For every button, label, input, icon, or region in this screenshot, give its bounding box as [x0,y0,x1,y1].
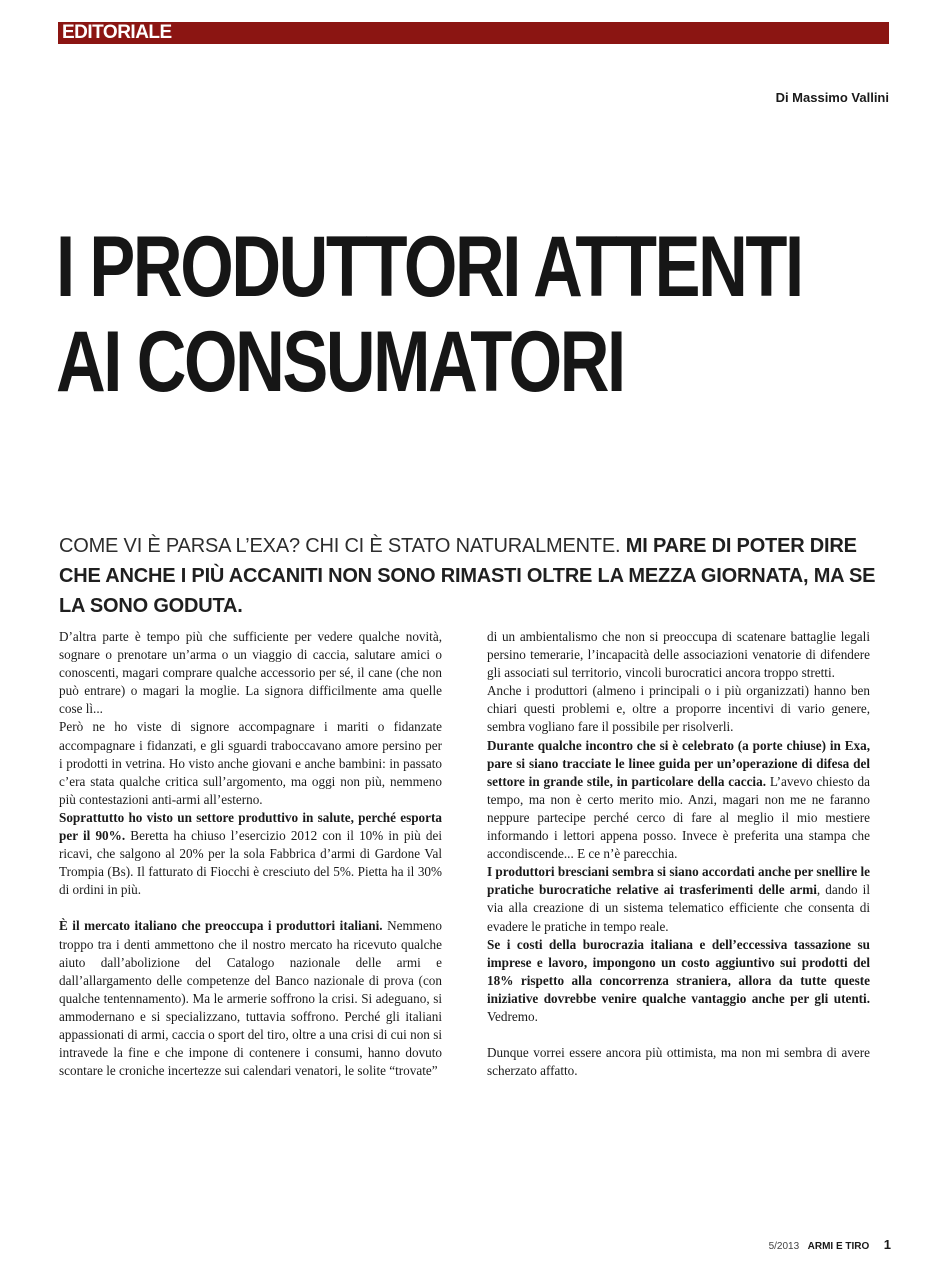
paragraph-bold: Se i costi della burocrazia italiana e dell’eccessiva tassazione su imprese e lavoro, impongono un costo aggiuntivo sui prodotti del 18% rispetto alla concorrenza straniera, allora da tutte queste iniziative dovrebbe venire qualche vantaggio anche per gli utenti. [487,936,870,1006]
page-footer [769,1236,891,1254]
article-column-left [59,628,442,1080]
paragraph [59,917,442,1080]
paragraph: D’altra parte è tempo più che sufficiente per vedere qualche novità, sognare o prenotare un’arma o un viaggio di caccia, salutare amici o conoscenti, magari comprare qualche accessorio per sé, il cane (che non può entrare) o magari la moglie. La signora difficilmente ama quelle cose lì... [59,629,442,717]
headline-line-1: I PRODUTTORI ATTENTI [56,219,802,315]
issue-number: 5/2013 [768,1241,800,1252]
paragraph [487,737,870,864]
page-number: 1 [883,1237,891,1252]
paragraph: Anche i produttori (almeno i principali o i più organizzati) hanno ben chiari questi problemi e, oltre a proporre incentivi di vario genere, sembra vogliano fare il possibile per risolverli. [487,683,870,735]
magazine-name: ARMI E TIRO [807,1241,870,1252]
paragraph-text: Vedremo. [487,1008,538,1024]
paragraph: di un ambientalismo che non si preoccupa di scatenare battaglie legali persino temerarie, l’incapacità delle associazioni venatorie di difendere gli associati sul territorio, vincoli burocratici ancora troppo stretti. [487,629,870,681]
paragraph-bold: I produttori bresciani sembra si siano accordati anche per snellire le pratiche burocratiche relative ai trasferimenti delle armi [487,864,870,898]
paragraph-bold: Soprattutto ho visto un settore produttivo in salute, perché esporta per il 90%. [59,809,442,844]
paragraph [487,936,870,1026]
byline: Di Massimo Vallini [775,90,889,105]
section-header-bar [58,22,889,44]
paragraph-bold: È il mercato italiano che preoccupa i produttori italiani. [59,918,383,934]
paragraph: Però ne ho viste di signore accompagnare i mariti o fidanzate accompagnare i fidanzati, e gli sguardi traboccavano amore persino per i prodotti in vetrina. Ho visto anche giovani e anche bambini: in passato c’era stata qualche critica sull’argomento, ma oggi non più, nemmeno più contestazioni anti-armi all’esterno. [59,719,442,807]
lead-regular: COME VI È PARSA L’EXA? CHI CI È STATO NATURALMENTE. [59,535,621,557]
paragraph-text: L’avevo chiesto da tempo, ma non è certo merito mio. Anzi, magari non me ne faranno neppure partecipe perché cerco di fare al meglio il mio mestiere informando i lettori appena posso. Invece è preferita una stampa che accondiscende... E ce n’è parecchia. [487,773,870,862]
paragraph-text: , dando il via alla creazione di un sistema telematico efficiente che consenta di evadere le pratiche in tempo reale. [487,882,870,934]
paragraph: Dunque vorrei essere ancora più ottimista, ma non mi sembra di avere scherzato affatto. [487,1045,870,1079]
paragraph-text: Beretta ha chiuso l’esercizio 2012 con il 10% in più dei ricavi, che salgono al 20% per la sola Fabbrica d’armi di Gardone Val Trompia (Bs). Il fatturato di Fiocchi è cresciuto del 5%. Pietta ha il 30% di ordini in più. [59,828,442,898]
lead-paragraph [59,531,889,621]
headline [56,219,802,410]
headline-line-2: AI CONSUMATORI [56,314,624,410]
lead-bold: MI PARE DI POTER DIRE CHE ANCHE I PIÙ ACCANITI NON SONO RIMASTI OLTRE LA MEZZA GIORNATA, MA SE LA SONO GODUTA. [59,535,876,617]
paragraph-text: Nemmeno troppo tra i denti ammettono che il nostro mercato ha ricevuto qualche aiuto dall’abolizione del Catalogo nazionale delle armi e dall’allargamento delle competenze del Banco nazionale di prova (con qualche tentennamento). Ma le armerie soffrono la crisi. Si adeguano, si ammodernano e si specializzano, tuttavia soffrono. Perché gli italiani appassionati di armi, caccia o sport del tiro, oltre a una crisi di cui non si intravede la fine e che impone di contenere i consumi, hanno dovuto scontare le croniche incertezze sui calendari venatori, le solite “trovate” [59,918,442,1079]
article-column-right [487,628,870,1080]
paragraph [487,863,870,935]
paragraph-bold: Durante qualche incontro che si è celebrato (a porte chiuse) in Exa, pare si siano tracciate le linee guida per un’operazione di difesa del settore in grande stile, in particolare della caccia. [487,737,870,789]
section-label: EDITORIALE [62,22,172,43]
paragraph [59,809,442,899]
